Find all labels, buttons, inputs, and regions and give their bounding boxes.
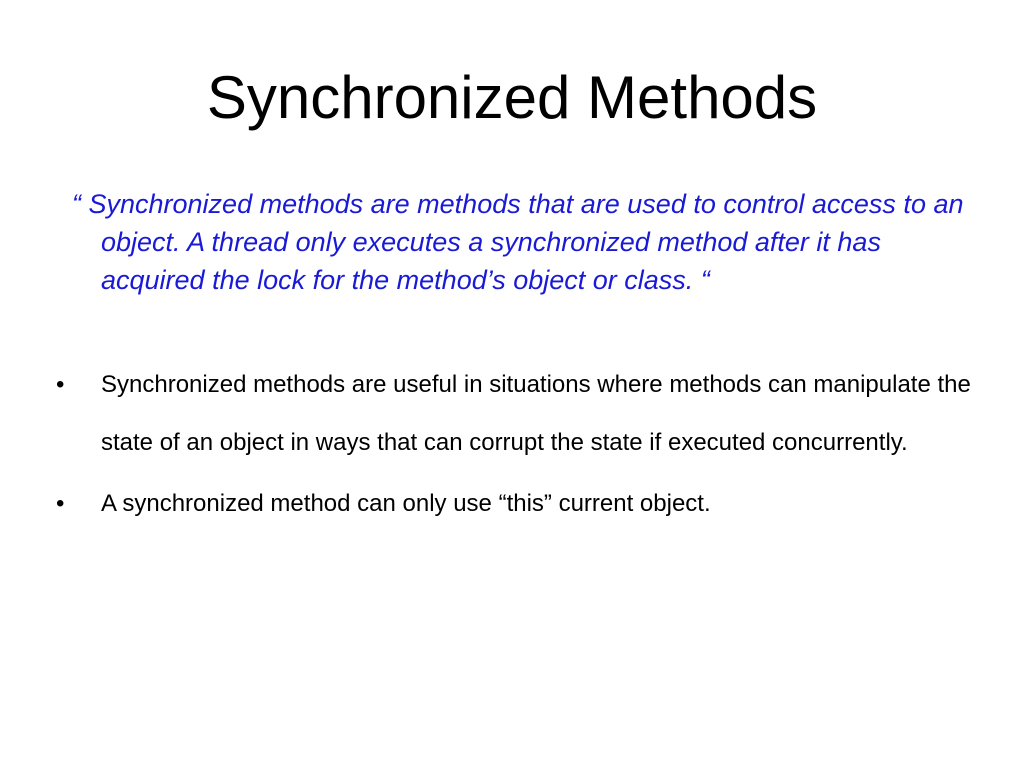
bullet-text: A synchronized method can only use “this” current object. bbox=[101, 490, 711, 517]
bullet-text: Synchronized methods are useful in situations where methods can manipulate the state of an object in ways that can corrupt the state if executed concurrently. bbox=[101, 371, 971, 456]
bullet-item bbox=[56, 485, 976, 523]
bullet-marker: • bbox=[56, 371, 65, 398]
bullet-list bbox=[56, 356, 976, 523]
slide-title: Synchronized Methods bbox=[206, 64, 818, 131]
bullet-marker: • bbox=[56, 490, 65, 517]
definition-quote: “ Synchronized methods are methods that are used to control access to an object. A thread only executes a synchronized method after it has acquired the lock for the method’s object or class. “ bbox=[72, 189, 964, 295]
bullet-item bbox=[56, 356, 976, 472]
